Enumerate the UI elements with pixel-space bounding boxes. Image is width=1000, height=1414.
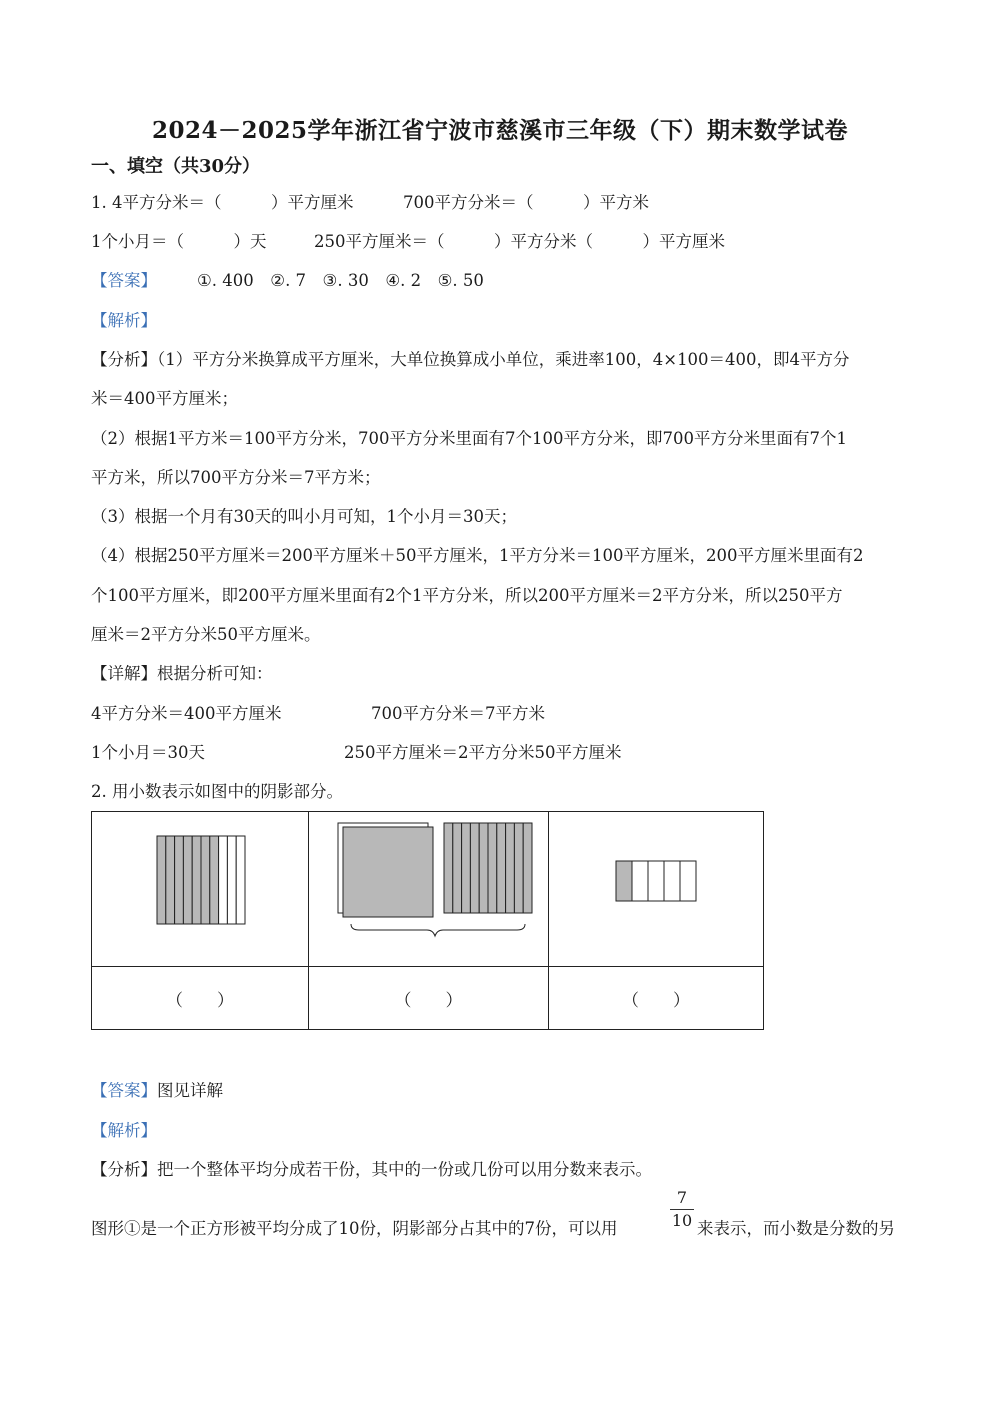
analysis-p2-line2: 平方米，所以700平方分米＝7平方米；: [91, 468, 381, 487]
q1-line2-part2: 250平方厘米＝（ ）平方分米（ ）平方厘米: [314, 232, 725, 251]
figure-3-cell-5: [680, 861, 696, 901]
figure-1-strip-6: [201, 836, 210, 924]
figure-cell-2: [309, 812, 549, 967]
answer-text: ①. 400 ②. 7 ③. 30 ④. 2 ⑤. 50: [197, 271, 484, 290]
figure-2-strips: [444, 823, 532, 913]
answer-blank-1[interactable]: （ ）: [92, 967, 309, 1030]
detail-line1-part1: 4平方分米＝400平方厘米: [91, 704, 282, 723]
fraction-denominator: 10: [671, 1211, 693, 1230]
q2-fenxi-row: [91, 1159, 652, 1181]
figure-2-strip-8: [506, 823, 515, 913]
figure-2-strip-1: [444, 823, 453, 913]
q2-answer-row: [91, 1080, 223, 1102]
detail-tag: 【详解】: [91, 664, 157, 683]
figure-1-strip-3: [175, 836, 184, 924]
answer-tag: 【答案】: [91, 271, 157, 290]
figure-1-strip-8: [219, 836, 228, 924]
q1-line1-part1: 1. 4平方分米＝（ ）平方厘米: [91, 193, 354, 212]
analysis-p4-line1: （4）根据250平方厘米＝200平方厘米＋50平方厘米，1平方分米＝100平方厘米，200平方厘米里面有2: [91, 546, 864, 565]
analysis-p1-line1: [91, 349, 850, 371]
fraction-seven-tenths: [667, 1188, 697, 1231]
figure-3-cell-1: [616, 861, 632, 901]
analysis-tag: 【解析】: [91, 311, 157, 330]
figure-1-strip-5: [192, 836, 201, 924]
figure-cell-1: [92, 812, 309, 967]
figure-2-strip-9: [514, 823, 523, 913]
q2-answer-tag: 【答案】: [91, 1081, 157, 1100]
detail-line1-part2: 700平方分米＝7平方米: [371, 704, 545, 723]
answer-blank-2[interactable]: （ ）: [309, 967, 549, 1030]
analysis-p1-line2: 米＝400平方厘米；: [91, 389, 238, 408]
fraction-numerator: 7: [676, 1188, 688, 1207]
q2-answer-text: 图见详解: [157, 1081, 223, 1100]
figure-1-strip-7: [210, 836, 219, 924]
figure-cell-3: [549, 812, 764, 967]
figure-1-strip-4: [183, 836, 192, 924]
exam-title: 2024－2025学年浙江省宁波市慈溪市三年级（下）期末数学试卷: [151, 117, 849, 144]
analysis-p3: （3）根据一个月有30天的叫小月可知，1个小月＝30天；: [91, 507, 517, 526]
q2-fenxi-text: 把一个整体平均分成若干份，其中的一份或几份可以用分数来表示。: [157, 1160, 652, 1179]
figure-1-strip-2: [166, 836, 175, 924]
figure-2-brace: [351, 924, 525, 936]
answer-blank-3[interactable]: （ ）: [549, 967, 764, 1030]
section-heading: 一、填空（共30分）: [91, 156, 261, 177]
figure-2-shaded-square: [343, 827, 433, 917]
q1-line2-part1: 1个小月＝（ ）天: [91, 232, 267, 251]
analysis-p1-text: （1）平方分米换算成平方厘米，大单位换算成小单位，乘进率100，4×100＝400，即4平方分: [157, 350, 850, 369]
figure-1-strip-1: [157, 836, 166, 924]
figure-1-strip-9: [227, 836, 236, 924]
figure-3-cell-3: [648, 861, 664, 901]
figure-3-cell-2: [632, 861, 648, 901]
q2-last-line-start: 图形①是一个正方形被平均分成了10份，阴影部分占其中的7份，可以用: [91, 1219, 618, 1238]
q2-last-line-end: 来表示，而小数是分数的另: [697, 1219, 895, 1238]
figure-2-strip-6: [488, 823, 497, 913]
detail-line2-part2: 250平方厘米＝2平方分米50平方厘米: [344, 743, 622, 762]
figure-2-strip-7: [497, 823, 506, 913]
fenxi-tag: 【分析】: [91, 350, 157, 369]
figure-1-svg: [92, 812, 308, 966]
figure-2-strip-5: [479, 823, 488, 913]
fraction-bar: [670, 1209, 694, 1210]
q1-answer-row: [91, 270, 484, 292]
q2-figure-table: [91, 811, 764, 1030]
figure-2-strip-2: [453, 823, 462, 913]
figure-1-strip-10: [236, 836, 245, 924]
q2-fenxi-tag: 【分析】: [91, 1160, 157, 1179]
figure-3-cells: [616, 861, 696, 901]
figure-3-svg: [549, 812, 763, 966]
figure-3-cell-4: [664, 861, 680, 901]
figure-1-grid: [157, 836, 245, 924]
figure-2-strip-3: [462, 823, 471, 913]
detail-line2-part1: 1个小月＝30天: [91, 743, 205, 762]
detail-row: [91, 663, 273, 685]
q1-line1-part2: 700平方分米＝（ ）平方米: [403, 193, 649, 212]
figure-2-strip-4: [470, 823, 479, 913]
q2-question: 2. 用小数表示如图中的阴影部分。: [91, 782, 343, 801]
detail-text: 根据分析可知：: [157, 664, 273, 683]
q2-analysis-tag: 【解析】: [91, 1121, 157, 1140]
analysis-p4-line3: 厘米＝2平方分米50平方厘米。: [91, 625, 321, 644]
figure-2-svg: [309, 812, 548, 966]
figure-2-strip-10: [523, 823, 532, 913]
analysis-p4-line2: 个100平方厘米，即200平方厘米里面有2个1平方分米，所以200平方厘米＝2平方分米，所以250平方: [91, 586, 843, 605]
analysis-p2-line1: （2）根据1平方米＝100平方分米，700平方分米里面有7个100平方分米，即700平方分米里面有7个1: [91, 429, 847, 448]
